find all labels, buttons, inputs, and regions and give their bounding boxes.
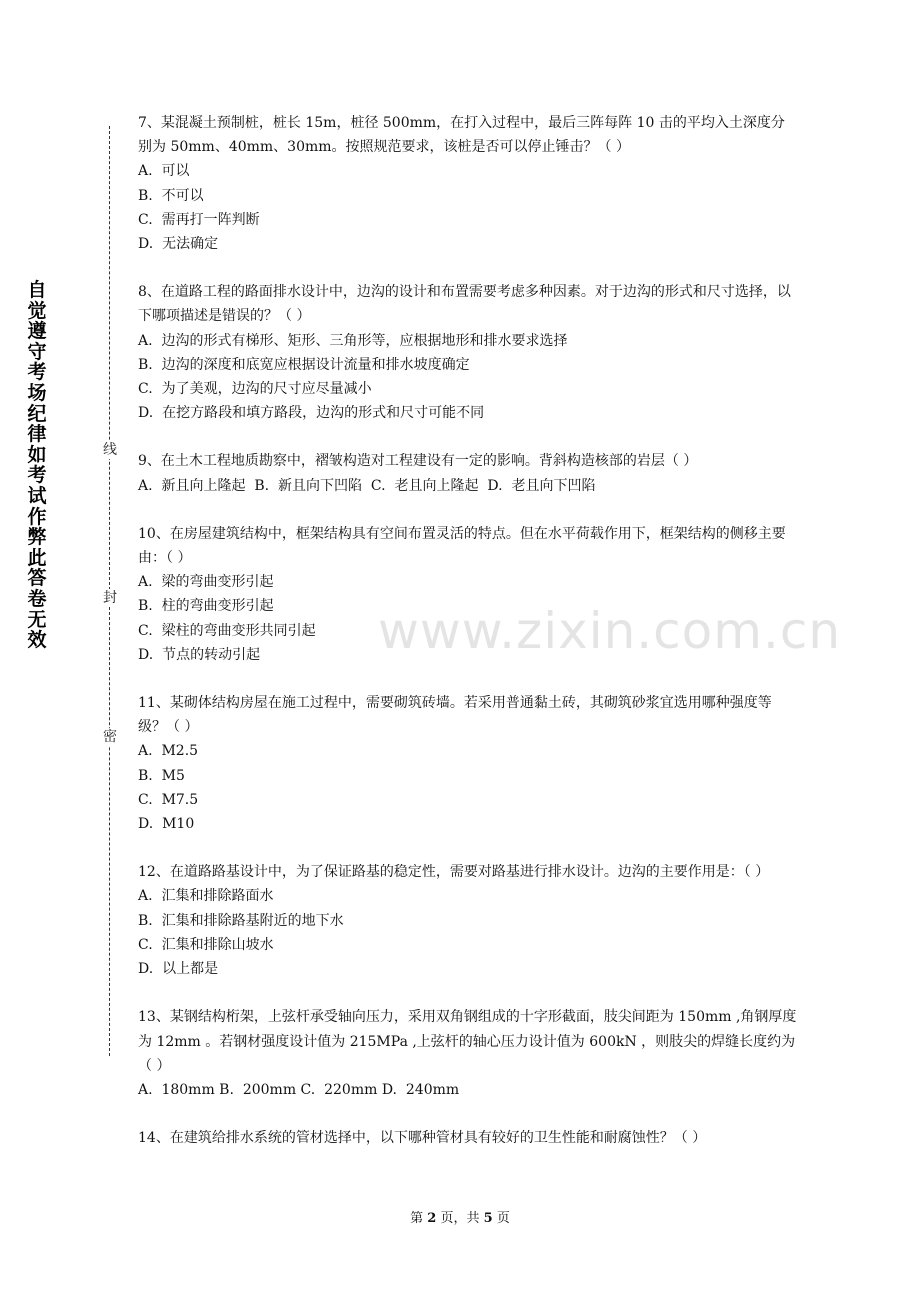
option-b: B. 不可以 [138,187,204,204]
inline-options: A. 180mm B. 200mm C. 220mm D. 240mm [138,1081,460,1098]
binding-label-seal: 封 [103,590,117,606]
option-b: B. 柱的弯曲变形引起 [138,598,274,615]
question-stem: 8、在道路工程的路面排水设计中，边沟的设计和布置需要考虑多种因素。对于边沟的形式和尺寸选择，以下哪项描述是错误的？（ ） [138,284,791,325]
question-list [138,111,798,1174]
option-b: B. 边沟的深度和底宽应根据设计流量和排水坡度确定 [138,356,470,373]
option-d: D. 无法确定 [138,236,219,253]
binding-label-secret: 密 [103,729,117,745]
option-c: C. M7.5 [138,791,199,808]
footer-suffix: 页 [496,1211,510,1226]
option-a: A. 梁的弯曲变形引起 [138,574,274,591]
option-c: C. 汇集和排除山坡水 [138,936,274,953]
question-14 [138,1126,798,1150]
footer-mid: 页，共 [440,1211,480,1226]
question-11 [138,691,798,836]
option-d: D. M10 [138,816,195,833]
question-9 [138,449,798,497]
option-c: C. 梁柱的弯曲变形共同引起 [138,622,316,639]
binding-label-line: 线 [103,442,117,458]
total-page-count: 5 [483,1211,493,1226]
option-d: D. 节点的转动引起 [138,646,261,663]
question-stem: 10、在房屋建筑结构中，框架结构具有空间布置灵活的特点。但在水平荷载作用下，框架结构的侧移主要由：（ ） [138,525,786,567]
question-stem: 13、某钢结构桁架，上弦杆承受轴向压力，采用双角钢组成的十字形截面，肢尖间距为 150mm ,角钢厚度为 12mm 。若钢材强度设计值为 215MPa ,上弦杆的轴心压力设计值为 600kN ，则肢尖的焊缝长度约为（ ） [138,1009,797,1074]
option-c: C. 为了美观，边沟的尺寸应尽量减小 [138,381,372,398]
question-stem: 9、在土木工程地质勘察中，褶皱构造对工程建设有一定的影响。背斜构造核部的岩层（ ） [138,453,698,470]
question-7 [138,111,798,256]
question-12 [138,860,798,981]
option-a: A. 边沟的形式有梯形、矩形、三角形等，应根据地形和排水要求选择 [138,332,568,349]
question-8 [138,280,798,425]
option-a: A. M2.5 [138,743,199,760]
exam-discipline-notice: 自觉遵守考场纪律如考试作弊此答卷无效 [27,279,47,652]
option-a: A. 汇集和排除路面水 [138,888,274,905]
watermark-text: www.zixin.com.cn [378,602,842,660]
question-stem: 12、在道路路基设计中，为了保证路基的稳定性，需要对路基进行排水设计。边沟的主要作用是：（ ） [138,864,770,881]
question-stem: 14、在建筑给排水系统的管材选择中，以下哪种管材具有较好的卫生性能和耐腐蚀性？（ ） [138,1130,707,1147]
page-footer [0,1207,920,1226]
option-d: D. 在挖方路段和填方路段，边沟的形式和尺寸可能不同 [138,405,485,422]
question-13 [138,1005,798,1102]
option-c: C. 需再打一阵判断 [138,211,260,228]
current-page-number: 2 [427,1211,437,1226]
option-b: B. M5 [138,767,185,784]
footer-prefix: 第 [410,1211,424,1226]
question-stem: 7、某混凝土预制桩，桩长 15m，桩径 500mm，在打入过程中，最后三阵每阵 10 击的平均入土深度分别为 50mm、40mm、30mm。按照规范要求，该桩是否可以停止锤击？（ ） [138,115,785,156]
option-a: A. 可以 [138,163,190,180]
inline-options: A. 新且向上隆起 B. 新且向下凹陷 C. 老且向上隆起 D. 老且向下凹陷 [138,477,596,494]
option-d: D. 以上都是 [138,961,219,978]
question-10 [138,522,798,667]
question-stem: 11、某砌体结构房屋在施工过程中，需要砌筑砖墙。若采用普通黏土砖，其砌筑砂浆宜选用哪种强度等级？（ ） [138,695,772,736]
option-b: B. 汇集和排除路基附近的地下水 [138,912,344,929]
